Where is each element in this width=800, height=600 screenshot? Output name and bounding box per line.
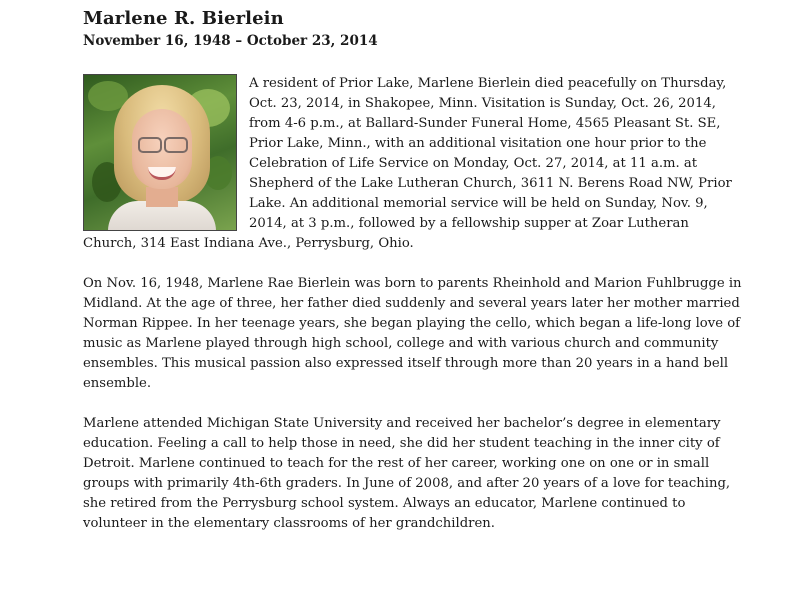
portrait-photo <box>83 74 237 231</box>
paragraph-early-life: On Nov. 16, 1948, Marlene Rae Bierlein was born to parents Rheinhold and Marion Fuhlbrugge in Midland. At the age of three, her father died suddenly and several years later her mother married Norman Rippee. In her teenage years, she began playing the cello, which began a life-long love of music as Marlene played through high school, college and with various church and community ensembles. This musical passion also expressed itself through more than 20 years in a hand bell ensemble. <box>83 276 742 391</box>
obituary-name: Marlene R. Bierlein <box>83 8 284 29</box>
obituary-page <box>83 8 743 534</box>
paragraph-career: Marlene attended Michigan State University and received her bachelor’s degree in elementary education. Feeling a call to help those in need, she did her student teaching in the inner city of Detroit. Marlene continued to teach for the rest of her career, working one on one or in small groups with primarily 4th-6th graders. In June of 2008, and after 20 years of a love for teaching, she retired from the Perrysburg school system. Always an educator, Marlene continued to volunteer in the elementary classrooms of her grandchildren. <box>83 416 731 531</box>
life-dates: November 16, 1948 – October 23, 2014 <box>83 33 378 49</box>
intro-section <box>83 74 743 254</box>
paragraph-services: A resident of Prior Lake, Marlene Bierlein died peacefully on Thursday, Oct. 23, 2014, in Shakopee, Minn. Visitation is Sunday, Oct. 26, 2014, from 4-6 p.m., at Ballard-Sunder Funeral Home, 4565 Pleasant St. SE, Prior Lake, Minn., with an additional visitation one hour prior to the Celebration of Life Service on Monday, Oct. 27, 2014, at 11 a.m. at Shepherd of the Lake Lutheran Church, 3611 N. Berens Road NW, Prior Lake. An additional memorial service will be held on Sunday, Nov. 9, 2014, at 3 p.m., followed by a fellowship supper at Zoar Lutheran Church, 314 East Indiana Ave., Perrysburg, Ohio. <box>83 76 732 251</box>
